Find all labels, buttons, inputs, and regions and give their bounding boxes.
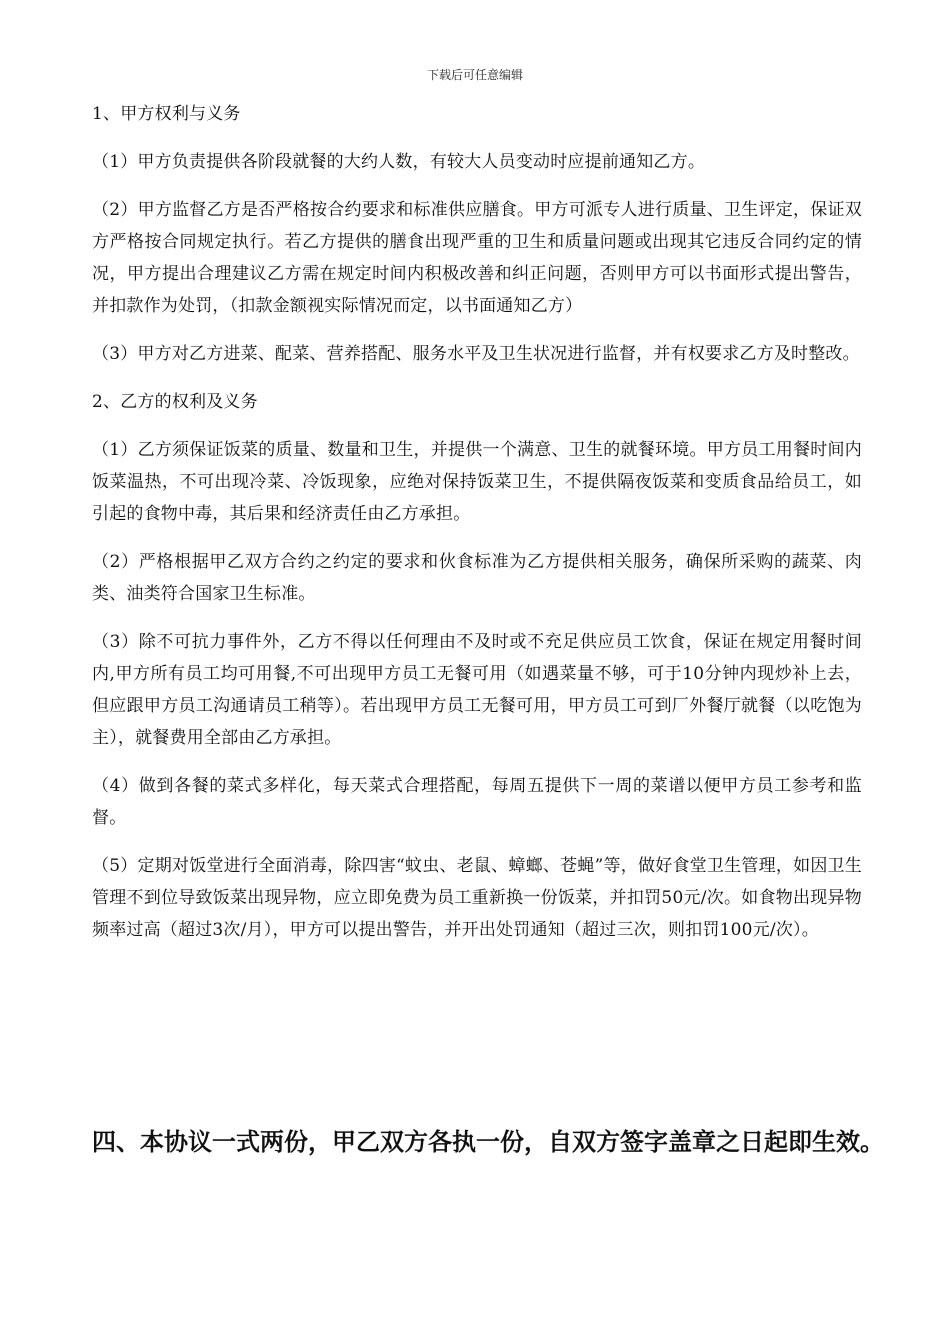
section-1-item-2: （2）甲方监督乙方是否严格按合约要求和标准供应膳食。甲方可派专人进行质量、卫生评定，保证双方严格按合同规定执行。若乙方提供的膳食出现严重的卫生和质量问题或出现其它违反合同约定的情况，甲方提出合理建议乙方需在规定时间内积极改善和纠正问题，否则甲方可以书面形式提出警告，并扣款作为处罚，（扣款金额视实际情况而定，以书面通知乙方） — [92, 200, 862, 316]
section-2-item-3: （3）除不可抗力事件外，乙方不得以任何理由不及时或不充足供应员工饮食，保证在规定用餐时间内,甲方所有员工均可用餐,不可出现甲方员工无餐可用（如遇菜量不够，可于10分钟内现炒补上去，但应跟甲方员工沟通请员工稍等）。若出现甲方员工无餐可用，甲方员工可到厂外餐厅就餐（以吃饱为主），就餐费用全部由乙方承担。 — [92, 632, 862, 748]
page-header-note: 下载后可任意编辑 — [426, 68, 523, 82]
section-1-item-1: （1）甲方负责提供各阶段就餐的大约人数，有较大人员变动时应提前通知乙方。 — [92, 152, 706, 172]
section-1-title: 1、甲方权利与义务 — [92, 104, 241, 124]
document-body — [92, 98, 862, 962]
final-clause-heading: 四、本协议一式两份，甲乙双方各执一份，自双方签字盖章之日起即生效。 — [92, 1128, 884, 1156]
section-2-item-2: （2）严格根据甲乙双方合约之约定的要求和伙食标准为乙方提供相关服务，确保所采购的蔬菜、肉类、油类符合国家卫生标准。 — [92, 552, 862, 604]
section-2-item-1: （1）乙方须保证饭菜的质量、数量和卫生，并提供一个满意、卫生的就餐环境。甲方员工用餐时间内饭菜温热，不可出现冷菜、冷饭现象，应绝对保持饭菜卫生，不提供隔夜饭菜和变质食品给员工，如引起的食物中毒，其后果和经济责任由乙方承担。 — [92, 440, 862, 524]
section-2-item-5: （5）定期对饭堂进行全面消毒，除四害“蚊虫、老鼠、蟑螂、苍蝇”等，做好食堂卫生管理，如因卫生管理不到位导致饭菜出现异物，应立即免费为员工重新换一份饭菜，并扣罚50元/次。如食物出现异物频率过高（超过3次/月），甲方可以提出警告，并开出处罚通知（超过三次，则扣罚100元/次）。 — [92, 856, 862, 940]
section-2-title: 2、乙方的权利及义务 — [92, 392, 258, 412]
section-2-item-4: （4）做到各餐的菜式多样化，每天菜式合理搭配，每周五提供下一周的菜谱以便甲方员工参考和监督。 — [92, 776, 862, 828]
section-1-item-3: （3）甲方对乙方进菜、配菜、营养搭配、服务水平及卫生状况进行监督，并有权要求乙方及时整改。 — [92, 344, 860, 364]
